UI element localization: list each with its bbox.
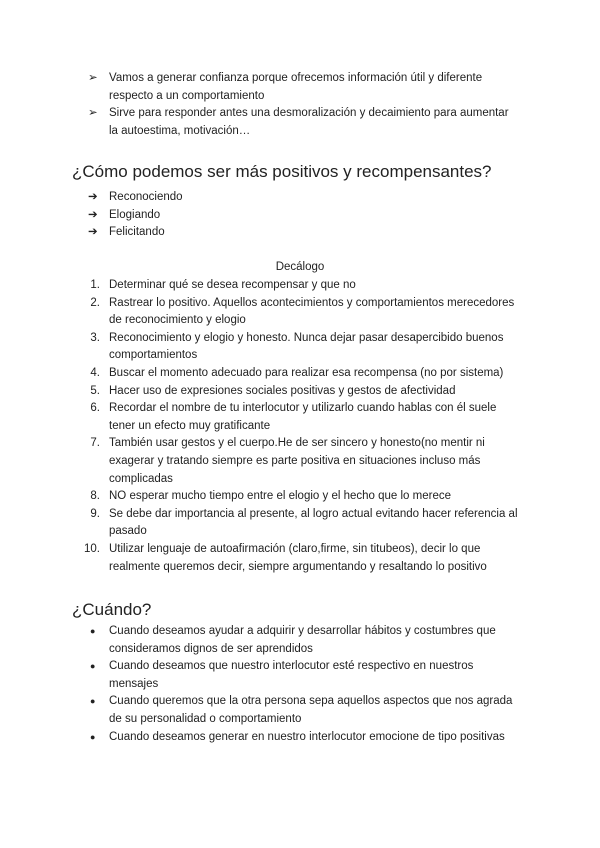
arrowhead-bullet-icon: ➢ [88, 72, 98, 84]
list-item [0, 70, 600, 105]
section-heading: ¿Cómo podemos ser más positivos y recompensantes? [72, 162, 492, 181]
list-number: 5. [90, 384, 100, 397]
list-item [0, 277, 600, 295]
list-item [0, 295, 600, 330]
list-item-text: NO esperar mucho tiempo entre el elogio y el hecho que lo merece [109, 490, 451, 503]
arrow-bullet-icon: ➔ [88, 226, 98, 239]
list-number: 8. [90, 490, 100, 503]
list-item-text: Rastrear lo positivo. Aquellos acontecimientos y comportamientos merecedores de reconocimiento y elogio [109, 296, 515, 327]
list-item-text: Utilizar lenguaje de autoafirmación (claro,firme, sin titubeos), decir lo que realmente queremos decir, siempre argumentando y resaltando lo positivo [109, 542, 487, 573]
list-item [0, 506, 600, 541]
list-item-text: Buscar el momento adecuado para realizar esa recompensa (no por sistema) [109, 366, 504, 379]
list-item [0, 224, 600, 242]
list-item-text: Se debe dar importancia al presente, al logro actual evitando hacer referencia al pasado [109, 507, 518, 538]
list-item [0, 207, 600, 225]
decalogo-list [0, 277, 600, 576]
list-item [0, 330, 600, 365]
arrowhead-bullet-icon: ➢ [88, 107, 98, 120]
list-number: 6. [90, 402, 100, 415]
list-item-text: También usar gestos y el cuerpo.He de ser sincero y honesto(no mentir ni exagerar y tratando siempre es parte positiva en situaciones incluso más complicadas [109, 437, 485, 485]
list-item-text: Vamos a generar confianza porque ofrecemos información útil y diferente respecto a un comportamiento [109, 72, 483, 102]
list-item-text: Determinar qué se desea recompensar y que no [109, 279, 356, 291]
list-number: 1. [90, 279, 100, 291]
list-item [0, 105, 600, 140]
list-item [0, 541, 600, 576]
bullet-icon: ● [90, 731, 96, 742]
bullet-icon: ● [90, 626, 96, 636]
list-item [0, 488, 600, 506]
list-item [0, 658, 600, 693]
intro-list [0, 70, 600, 140]
list-item-text: Cuando deseamos que nuestro interlocutor esté respectivo en nuestros mensajes [109, 660, 474, 690]
list-item-text: Reconociendo [109, 191, 183, 203]
list-number: 10. [84, 542, 100, 555]
list-number: 9. [90, 507, 100, 520]
list-item-text: Elogiando [109, 208, 161, 221]
arrow-bullet-icon: ➔ [88, 191, 98, 203]
list-number: 3. [90, 331, 100, 344]
list-item [0, 383, 600, 401]
list-number: 4. [90, 366, 100, 379]
list-item [0, 435, 600, 488]
decalogo-title: Decálogo [275, 261, 325, 273]
list-number: 2. [90, 296, 100, 309]
list-item-text: Recordar el nombre de tu interlocutor y utilizarlo cuando hablas con él suele tener un efecto muy gratificante [109, 402, 497, 432]
list-item-text: Hacer uso de expresiones sociales positivas y gestos de afectividad [109, 384, 456, 397]
list-item-text: Cuando deseamos generar en nuestro interlocutor emocione de tipo positivas [109, 730, 505, 743]
ways-list [0, 189, 600, 242]
list-item-text: Reconocimiento y elogio y honesto. Nunca dejar pasar desapercibido buenos comportamientos [109, 331, 504, 362]
when-list [0, 623, 600, 746]
list-item-text: Cuando queremos que la otra persona sepa aquellos aspectos que nos agrada de su personalidad o comportamiento [109, 695, 513, 725]
list-item-text: Felicitando [109, 226, 165, 239]
list-item [0, 623, 600, 658]
list-item-text: Cuando deseamos ayudar a adquirir y desarrollar hábitos y costumbres que consideramos dignos de ser aprendidos [109, 625, 496, 655]
section-heading: ¿Cuándo? [72, 600, 152, 619]
bullet-icon: ● [90, 661, 96, 672]
bullet-icon: ● [90, 696, 96, 707]
arrow-bullet-icon: ➔ [88, 208, 98, 221]
list-item-text: Sirve para responder antes una desmoralización y decaimiento para aumentar la autoestima, motivación… [109, 107, 509, 137]
list-item [0, 365, 600, 383]
list-item [0, 400, 600, 435]
list-item [0, 189, 600, 207]
list-item [0, 693, 600, 728]
list-number: 7. [90, 437, 100, 450]
list-item [0, 729, 600, 747]
